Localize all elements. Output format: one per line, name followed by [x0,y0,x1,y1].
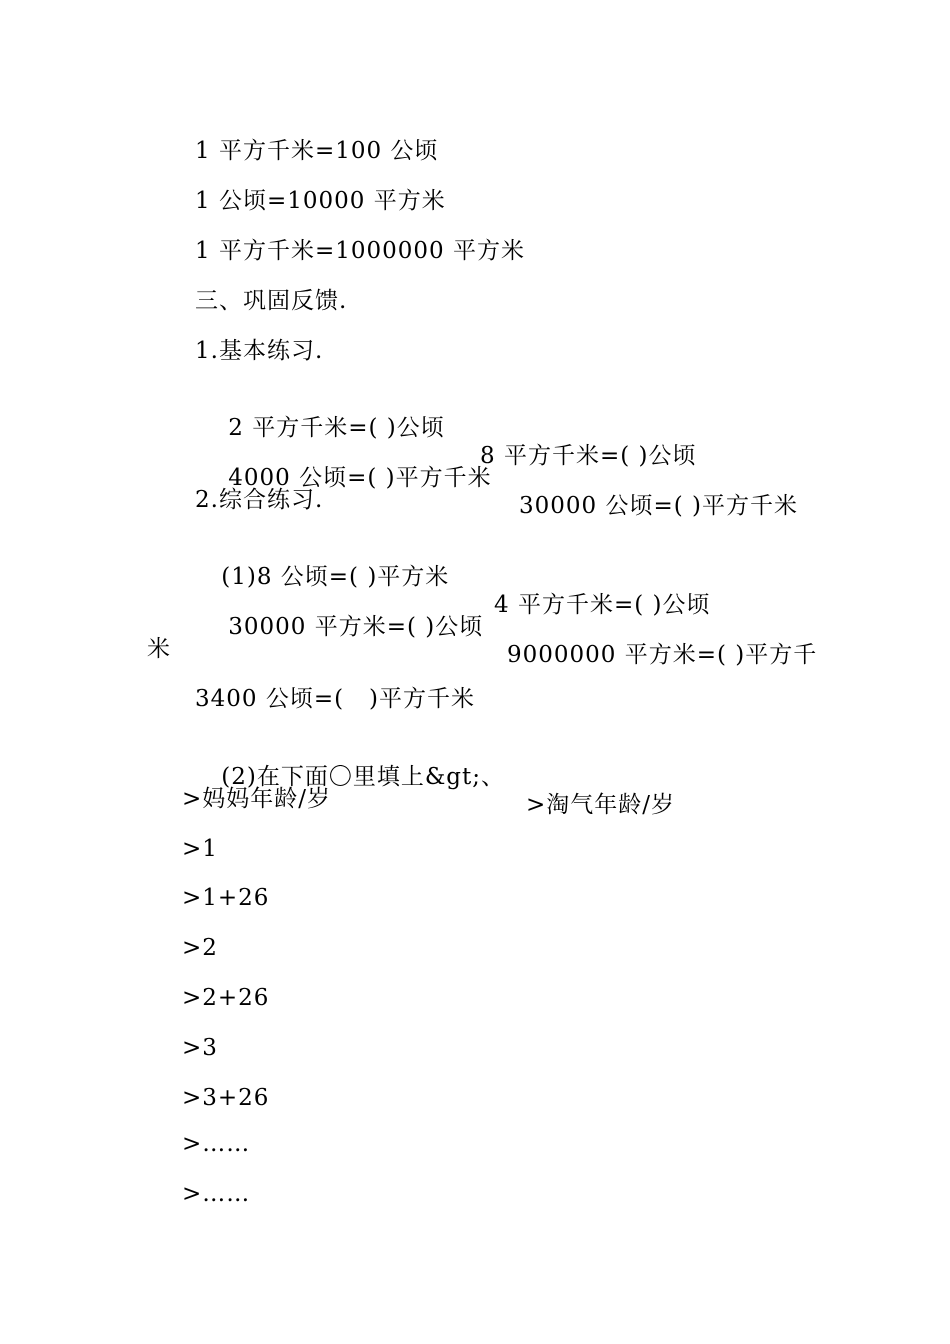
section-heading: 三、巩固反馈. [195,288,348,314]
exercise-instruction: (2)在下面〇里填上&gt;、 [221,764,506,790]
table-cell: >1+26 [182,885,270,911]
exercise-item: 9000000 平方米=( )平方千 [507,642,818,668]
table-cell: >3 [182,1035,218,1061]
table-cell: >…… [182,1181,251,1207]
exercise-item: 8 平方千米=( )公顷 [480,443,697,469]
exercise-item: (1)8 公顷=( )平方米 [221,564,450,590]
text-line: 1 平方千米=100 公顷 [195,138,439,164]
exercise-item: 30000 平方米=( )公顷 [228,614,484,640]
table-cell: >…… [182,1131,251,1157]
exercise-item: 3400 公顷=( )平方千米 [195,686,475,712]
table-cell: >2+26 [182,985,270,1011]
exercise-item: 4 平方千米=( )公顷 [494,592,711,618]
subsection-heading: 2.综合练习. [195,487,324,513]
table-cell: >3+26 [182,1085,270,1111]
text-line: 米 [147,636,171,662]
table-cell: >2 [182,935,218,961]
table-cell: >1 [182,836,218,862]
text-line: 1 公顷=10000 平方米 [195,188,446,214]
subsection-heading: 1.基本练习. [195,338,324,364]
table-header: >淘气年龄/岁 [526,792,676,818]
exercise-item: 30000 公顷=( )平方千米 [519,493,799,519]
text-line: 1 平方千米=1000000 平方米 [195,238,525,264]
exercise-item: 4000 公顷=( )平方千米 [228,465,492,491]
table-header: >妈妈年龄/岁 [182,786,332,812]
exercise-item: 2 平方千米=( )公顷 [228,415,445,441]
